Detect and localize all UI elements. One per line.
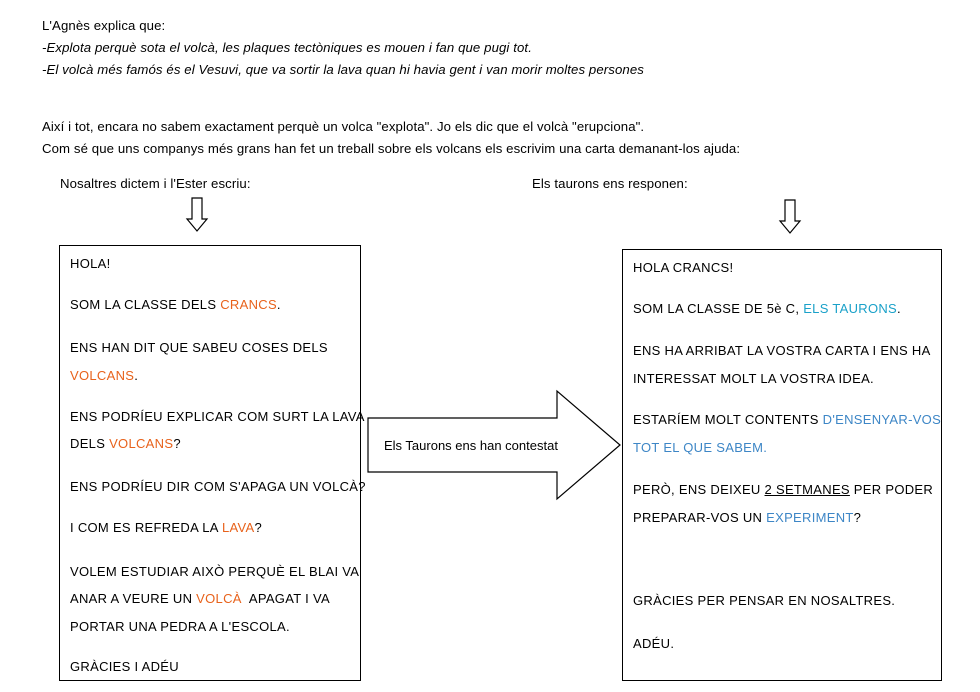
down-arrow-icon (185, 197, 209, 233)
paragraph-line-1: Així i tot, encara no sabem exactament perquè un volca "explota". Jo els dic que el volcà "erupciona". (42, 119, 645, 134)
letter-right-line: TOT EL QUE SABEM. (633, 440, 768, 455)
letter-right-line: PREPARAR-VOS UN EXPERIMENT? (633, 510, 862, 525)
letter-right-line: HOLA CRANCS! (633, 260, 734, 275)
letter-right-line: SOM LA CLASSE DE 5è C, ELS TAURONS. (633, 301, 901, 316)
letter-left-line: SOM LA CLASSE DELS CRANCS. (70, 297, 281, 312)
intro-line-2: -Explota perquè sota el volcà, les plaques tectòniques es mouen i fan que pugi tot. (42, 40, 532, 55)
letter-right-line: PERÒ, ENS DEIXEU 2 SETMANES PER PODER (633, 482, 934, 497)
letter-left-line: VOLCANS. (70, 368, 139, 383)
letter-left-box (59, 245, 366, 681)
letter-right-line: INTERESSAT MOLT LA VOSTRA IDEA. (633, 371, 874, 386)
arrow-label: Els Taurons ens han contestat (384, 438, 558, 453)
letter-left-line: ANAR A VEURE UN VOLCÀ APAGAT I VA (70, 591, 330, 606)
down-arrow-icon (778, 199, 802, 235)
letter-right-line: ENS HA ARRIBAT LA VOSTRA CARTA I ENS HA (633, 343, 931, 358)
intro-line-1: L'Agnès explica que: (42, 18, 166, 33)
intro-line-3: -El volcà més famós és el Vesuvi, que va sortir la lava quan hi havia gent i van morir moltes persones (42, 62, 644, 77)
letter-left-line: HOLA! (70, 256, 111, 271)
letter-left-line: ENS HAN DIT QUE SABEU COSES DELS (70, 340, 328, 355)
left-caption: Nosaltres dictem i l'Ester escriu: (60, 176, 251, 191)
letter-left-line: DELS VOLCANS? (70, 436, 181, 451)
letter-left-line: VOLEM ESTUDIAR AIXÒ PERQUÈ EL BLAI VA (70, 564, 360, 579)
letter-left-line: GRÀCIES I ADÉU (70, 659, 179, 674)
right-caption: Els taurons ens responen: (532, 176, 688, 191)
letter-right-line: GRÀCIES PER PENSAR EN NOSALTRES. (633, 593, 896, 608)
letter-right-line: ESTARÍEM MOLT CONTENTS D'ENSENYAR-VOS (633, 412, 942, 427)
letter-left-line: ENS PODRÍEU EXPLICAR COM SURT LA LAVA (70, 409, 365, 424)
letter-left-line: I COM ES REFREDA LA LAVA? (70, 520, 262, 535)
letter-left-line: PORTAR UNA PEDRA A L'ESCOLA. (70, 619, 290, 634)
letter-right-box (622, 249, 942, 681)
letter-right-line: ADÉU. (633, 636, 675, 651)
letter-left-line: ENS PODRÍEU DIR COM S'APAGA UN VOLCÀ? (70, 479, 366, 494)
paragraph-line-2: Com sé que uns companys més grans han fet un treball sobre els volcans els escrivim una carta demanant-los ajuda: (42, 141, 741, 156)
